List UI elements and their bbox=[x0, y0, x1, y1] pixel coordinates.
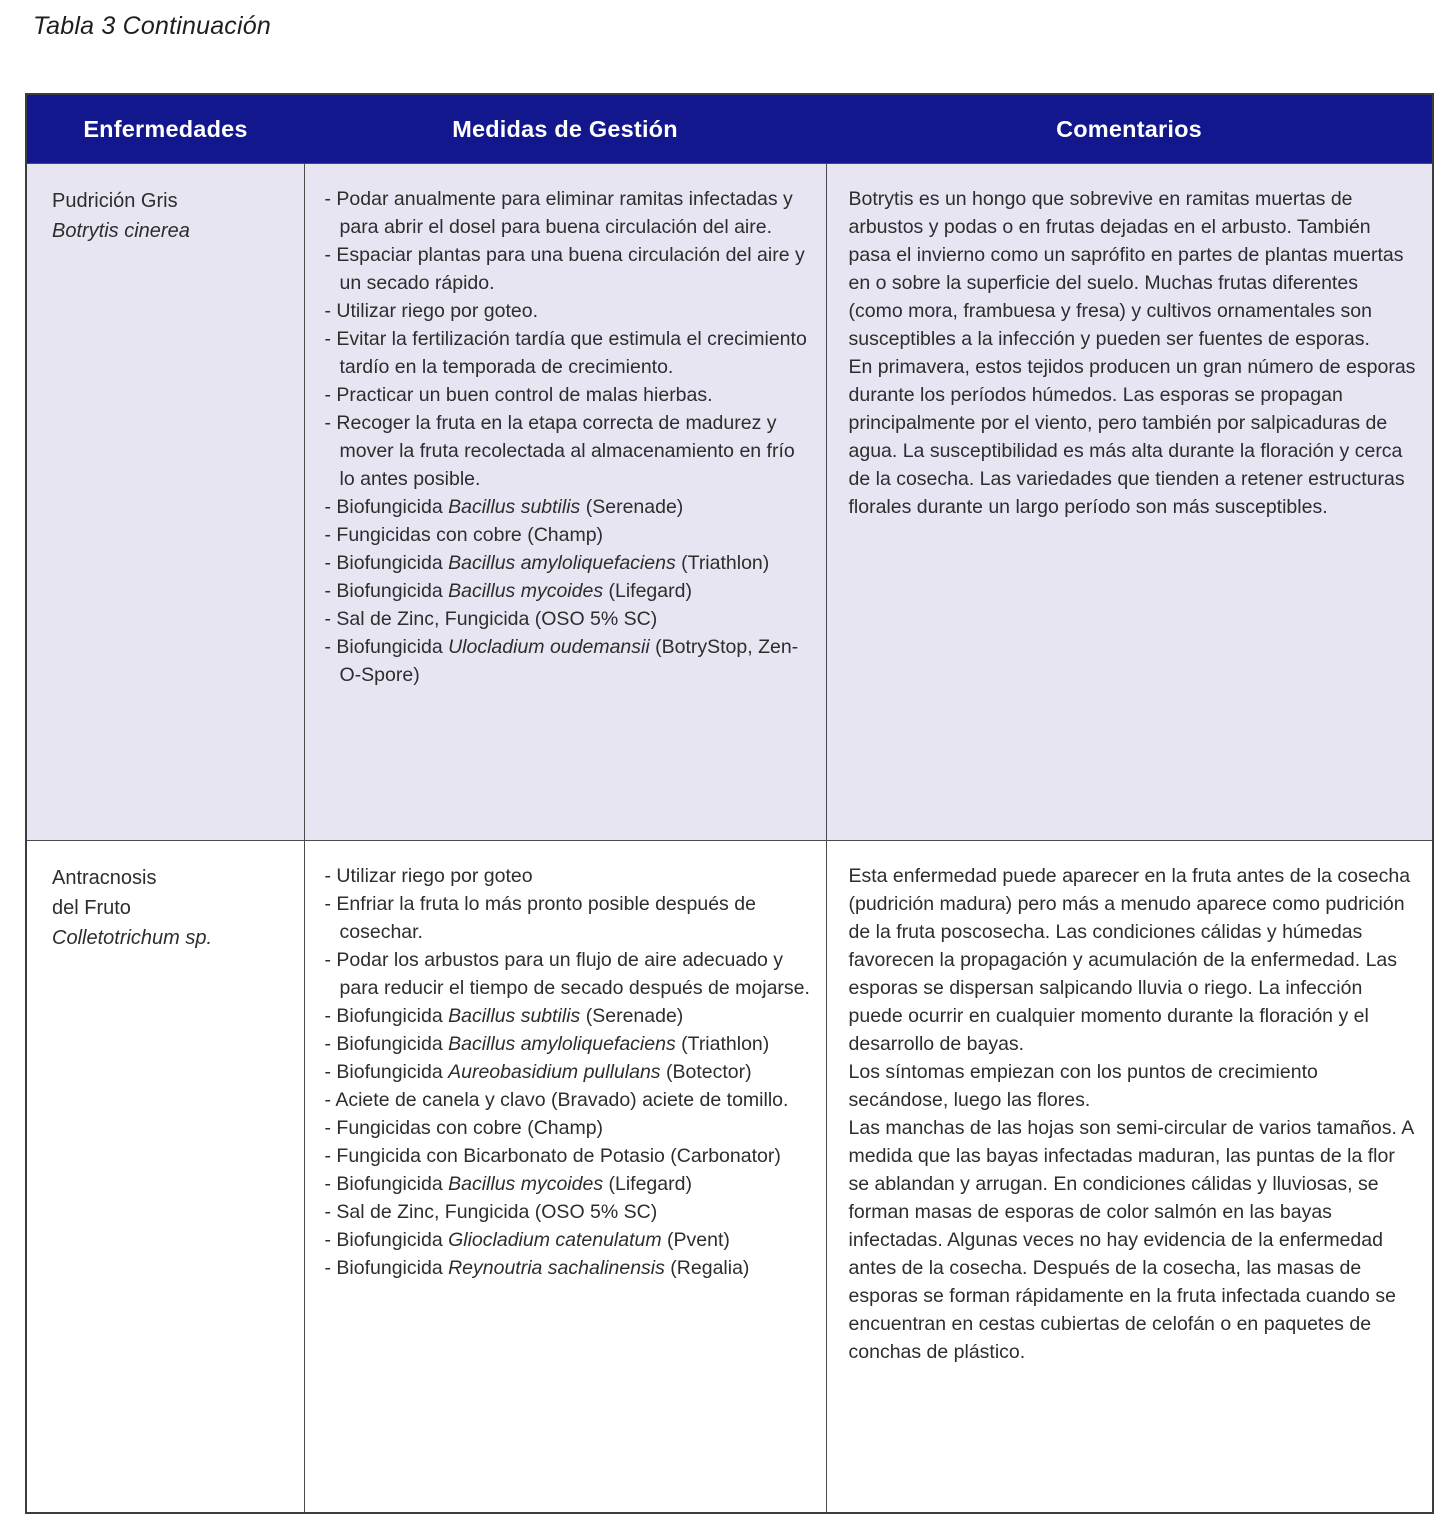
comments-cell bbox=[826, 164, 1433, 841]
measure-item bbox=[325, 1002, 814, 1030]
comment-paragraph: En primavera, estos tejidos producen un gran número de esporas durante los períodos húmedos. Las esporas se propagan principalmente por el viento, pero también por salpicaduras de agua. La susceptibilidad es más alta durante la floración y cerca de la cosecha. Las variedades que tienden a retener estructuras florales durante un largo período son más susceptibles. bbox=[848, 356, 1416, 518]
column-header-enfermedades: Enfermedades bbox=[26, 94, 304, 164]
disease-name-line: Antracnosis bbox=[52, 867, 157, 889]
measure-text: Biofungicida bbox=[336, 1229, 449, 1251]
disease-cell bbox=[26, 841, 304, 1513]
measures-cell bbox=[304, 841, 826, 1513]
species-name: Ulocladium oudemansii bbox=[448, 636, 650, 658]
measure-text: Recoger la fruta en la etapa correcta de madurez y mover la fruta recolectada al almacenamiento en frío lo antes posible. bbox=[336, 412, 795, 490]
comment-paragraph: Botrytis es un hongo que sobrevive en ramitas muertas de arbustos y podas o en frutas dejadas en el arbusto. También pasa el invierno como un saprófito en partes de plantas muertas en o sobre la superficie del suelo. Muchas frutas diferentes (como mora, frambuesa y fresa) y cultivos ornamentales son susceptibles a la infección y pueden ser fuentes de esporas. bbox=[848, 188, 1404, 350]
measure-text: Biofungicida bbox=[336, 636, 449, 658]
measure-text: Biofungicida bbox=[336, 496, 449, 518]
table-body bbox=[26, 164, 1433, 1513]
species-name: Bacillus subtilis bbox=[448, 1005, 581, 1027]
disease-management-table bbox=[25, 93, 1434, 1514]
measure-item bbox=[325, 946, 814, 1002]
table-row bbox=[26, 164, 1433, 841]
measure-item bbox=[325, 549, 814, 577]
measure-text: (Triathlon) bbox=[675, 552, 770, 574]
measure-item bbox=[325, 409, 814, 493]
measure-text: (Serenade) bbox=[580, 496, 684, 518]
measure-item bbox=[325, 1030, 814, 1058]
measure-item bbox=[325, 1198, 814, 1226]
measure-text: Evitar la fertilización tardía que estimula el crecimiento tardío en la temporada de crecimiento. bbox=[336, 328, 807, 378]
disease-name-line: del Fruto bbox=[52, 897, 131, 919]
column-header-comentarios: Comentarios bbox=[826, 94, 1433, 164]
measure-text: Fungicidas con cobre (Champ) bbox=[336, 1117, 604, 1139]
species-name: Bacillus amyloliquefaciens bbox=[448, 1033, 676, 1055]
species-name: Bacillus mycoides bbox=[448, 1173, 604, 1195]
species-name: Aureobasidium pullulans bbox=[448, 1061, 661, 1083]
measure-text: Biofungicida bbox=[336, 1173, 449, 1195]
comment-paragraph: Las manchas de las hojas son semi-circular de varios tamaños. A medida que las bayas infectadas maduran, las puntas de la flor se ablandan y arrugan. En condiciones cálidas y lluviosas, se forman masas de esporas de color salmón en las bayas infectadas. Algunas veces no hay evidencia de la enfermedad antes de la cosecha. Después de la cosecha, las masas de esporas se forman rápidamente en la fruta infectada cuando se encuentran en cestas cubiertas de celofán o en paquetes de conchas de plástico. bbox=[848, 1117, 1414, 1363]
species-name: Bacillus subtilis bbox=[448, 496, 581, 518]
measure-text: Utilizar riego por goteo. bbox=[336, 300, 539, 322]
measure-item bbox=[325, 241, 814, 297]
measure-item bbox=[325, 1142, 814, 1170]
measure-text: Espaciar plantas para una buena circulación del aire y un secado rápido. bbox=[336, 244, 805, 294]
disease-latin-name: Botrytis cinerea bbox=[52, 220, 190, 242]
disease-cell bbox=[26, 164, 304, 841]
header-row bbox=[26, 94, 1433, 164]
table-row bbox=[26, 841, 1433, 1513]
measure-text: (Botector) bbox=[660, 1061, 752, 1083]
measure-item bbox=[325, 1254, 814, 1282]
species-name: Reynoutria sachalinensis bbox=[448, 1257, 665, 1279]
measure-text: Aciete de canela y clavo (Bravado) aciete de tomillo. bbox=[335, 1089, 789, 1111]
measure-item bbox=[325, 862, 814, 890]
measure-item bbox=[325, 1170, 814, 1198]
measure-text: (Triathlon) bbox=[675, 1033, 770, 1055]
measure-item bbox=[325, 381, 814, 409]
species-name: Bacillus mycoides bbox=[448, 580, 604, 602]
measure-text: (BotryStop, Zen-O-Spore) bbox=[339, 636, 799, 686]
measure-text: Practicar un buen control de malas hierbas. bbox=[336, 384, 713, 406]
measure-text: Enfriar la fruta lo más pronto posible después de cosechar. bbox=[336, 893, 756, 943]
measure-text: Fungicida con Bicarbonato de Potasio (Carbonator) bbox=[336, 1145, 781, 1167]
species-name: Gliocladium catenulatum bbox=[448, 1229, 662, 1251]
measure-text: (Regalia) bbox=[664, 1257, 750, 1279]
measure-text: (Lifegard) bbox=[603, 1173, 692, 1195]
measure-text: (Pvent) bbox=[661, 1229, 730, 1251]
disease-name bbox=[52, 186, 290, 216]
measure-text: Biofungicida bbox=[336, 1005, 449, 1027]
measure-text: Podar anualmente para eliminar ramitas infectadas y para abrir el dosel para buena circulación del aire. bbox=[336, 188, 793, 238]
measure-text: Biofungicida bbox=[336, 1257, 449, 1279]
measure-item bbox=[325, 325, 814, 381]
measure-item bbox=[325, 297, 814, 325]
measure-item bbox=[325, 1226, 814, 1254]
measure-item bbox=[325, 577, 814, 605]
measure-item bbox=[325, 633, 814, 689]
measure-item bbox=[325, 605, 814, 633]
measure-text: Biofungicida bbox=[336, 1033, 449, 1055]
measure-text: Sal de Zinc, Fungicida (OSO 5% SC) bbox=[336, 608, 658, 630]
comment-paragraph: Esta enfermedad puede aparecer en la fruta antes de la cosecha (pudrición madura) pero más a menudo aparece como pudrición de la fruta poscosecha. Las condiciones cálidas y húmedas favorecen la propagación y acumulación de la enfermedad. Las esporas se dispersan salpicando lluvia o riego. La infección puede ocurrir en cualquier momento durante la floración y el desarrollo de bayas. bbox=[848, 865, 1411, 1055]
disease-name bbox=[52, 863, 290, 923]
measure-text: Biofungicida bbox=[336, 552, 449, 574]
measure-text: Biofungicida bbox=[336, 580, 449, 602]
measure-item bbox=[325, 521, 814, 549]
measure-text: (Lifegard) bbox=[603, 580, 692, 602]
page-title: Tabla 3 Continuación bbox=[33, 12, 271, 40]
measure-text: Biofungicida bbox=[336, 1061, 449, 1083]
measure-text: (Serenade) bbox=[580, 1005, 684, 1027]
measure-text: Podar los arbustos para un flujo de aire adecuado y para reducir el tiempo de secado después de mojarse. bbox=[336, 949, 810, 999]
comments-cell bbox=[826, 841, 1433, 1513]
comment-paragraph: Los síntomas empiezan con los puntos de crecimiento secándose, luego las flores. bbox=[848, 1061, 1318, 1111]
column-header-medidas: Medidas de Gestión bbox=[304, 94, 826, 164]
measure-item bbox=[325, 1086, 814, 1114]
disease-latin-name: Colletotrichum sp. bbox=[52, 927, 213, 949]
measure-text: Fungicidas con cobre (Champ) bbox=[336, 524, 604, 546]
measures-cell bbox=[304, 164, 826, 841]
disease-name-line: Pudrición Gris bbox=[52, 190, 178, 212]
measure-item bbox=[325, 890, 814, 946]
measure-text: Sal de Zinc, Fungicida (OSO 5% SC) bbox=[336, 1201, 658, 1223]
measure-item bbox=[325, 1058, 814, 1086]
measure-text: Utilizar riego por goteo bbox=[336, 865, 533, 887]
species-name: Bacillus amyloliquefaciens bbox=[448, 552, 676, 574]
measure-item bbox=[325, 493, 814, 521]
measure-item bbox=[325, 1114, 814, 1142]
measure-item bbox=[325, 185, 814, 241]
